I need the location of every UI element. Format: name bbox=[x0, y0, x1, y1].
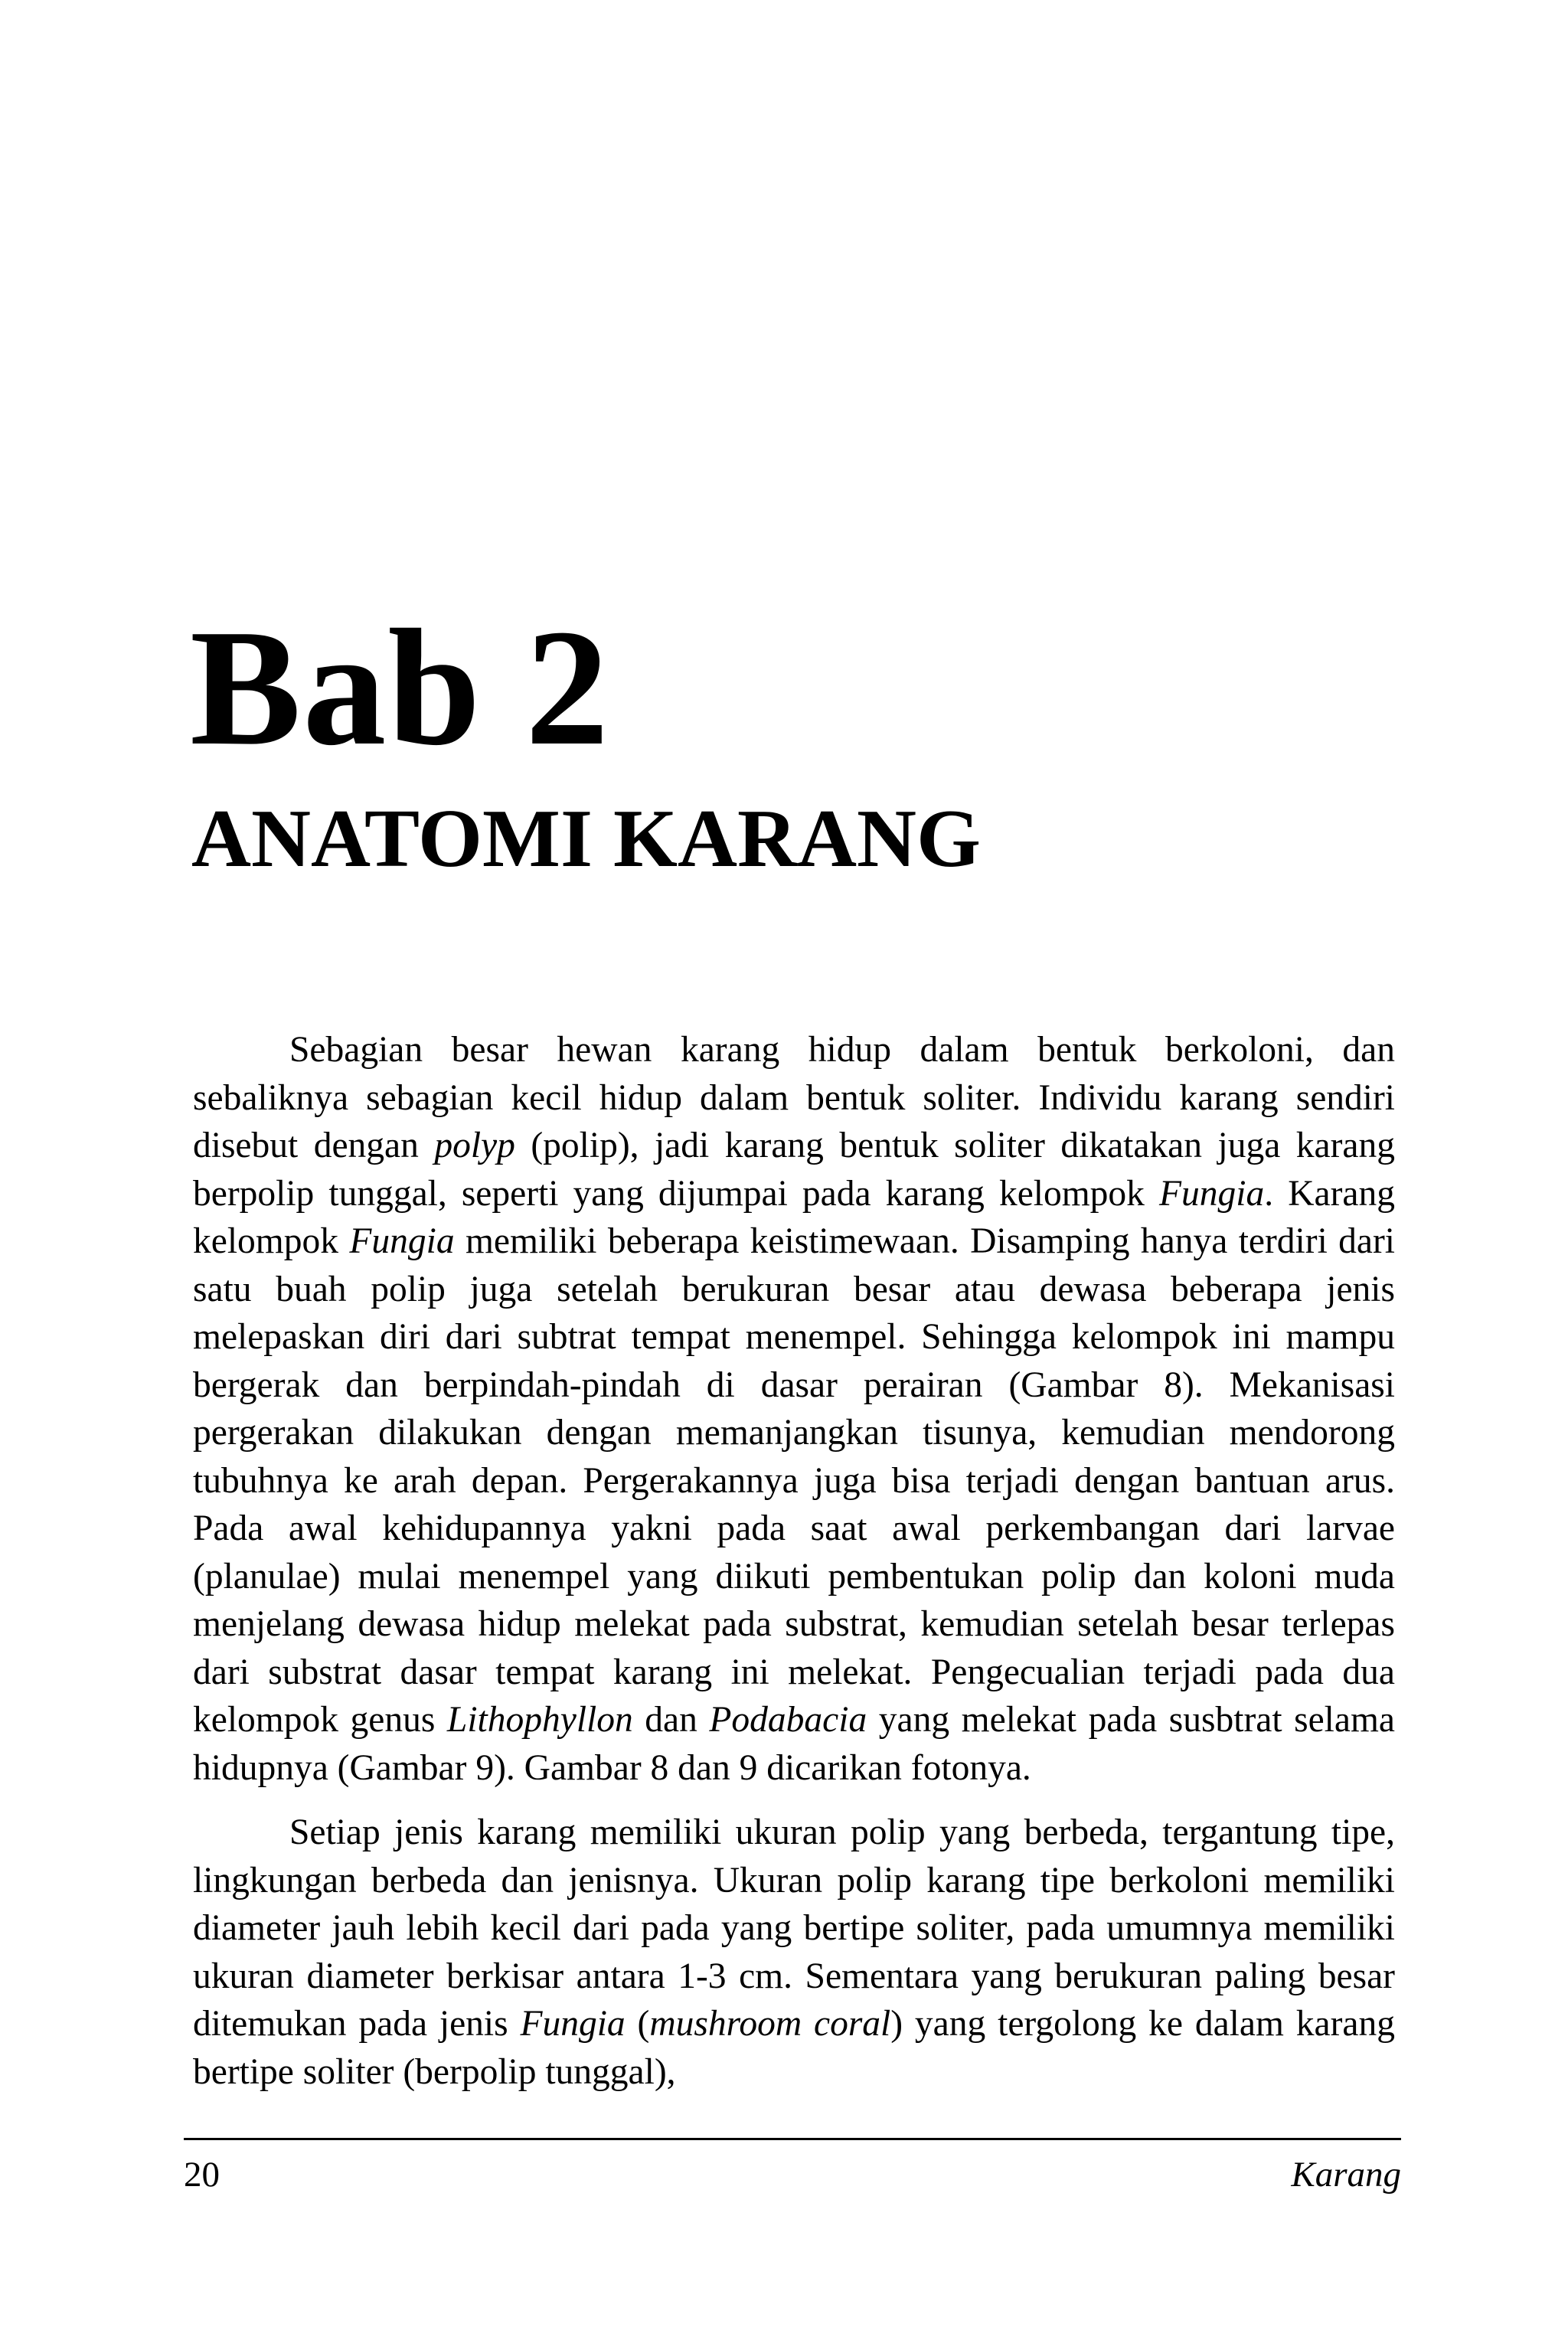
italic-term: Fungia bbox=[520, 2004, 626, 2044]
text-run: . Karang kelompok bbox=[193, 1173, 1395, 1261]
italic-term: Podabacia bbox=[709, 1700, 867, 1740]
body-text bbox=[193, 1026, 1395, 2113]
italic-term: Fungia bbox=[349, 1221, 455, 1261]
text-run: yang melekat pada susbtrat selama hidupnya (Gambar 9). Gambar 8 dan 9 dicarikan fotonya. bbox=[193, 1700, 1395, 1788]
text-run: dan bbox=[632, 1700, 710, 1740]
text-run: Setiap jenis karang memiliki ukuran polip yang berbeda, tergantung tipe, lingkungan berbeda dan jenisnya. Ukuran polip karang tipe berkoloni memiliki diameter jauh lebih kecil dari pada yang bertipe soliter, pada umumnya memiliki ukuran diameter berkisar antara 1-3 cm. Sementara yang berukuran paling besar ditemukan pada jenis bbox=[193, 1812, 1395, 2044]
footer-rule bbox=[184, 2138, 1401, 2140]
text-run: memiliki beberapa keistimewaan. Disamping hanya terdiri dari satu buah polip juga setelah berukuran besar atau dewasa beberapa jenis melepaskan diri dari subtrat tempat menempel. Sehingga kelompok ini mampu bergerak dan berpindah-pindah di dasar perairan (Gambar 8). Mekanisasi pergerakan dilakukan dengan memanjangkan tisunya, kemudian mendorong tubuhnya ke arah depan. Pergerakannya juga bisa terjadi dengan bantuan arus. Pada awal kehidupannya yakni pada saat awal perkembangan dari larvae (planulae) mulai menempel yang diikuti pembentukan polip dan koloni muda menjelang dewasa hidup melekat pada substrat, kemudian setelah besar terlepas dari substrat dasar tempat karang ini melekat. Pengecualian terjadi pada dua kelompok genus bbox=[193, 1221, 1396, 1740]
chapter-number: Bab 2 bbox=[190, 596, 611, 780]
paragraph-1 bbox=[193, 1026, 1395, 1792]
italic-term: Lithophyllon bbox=[446, 1700, 633, 1740]
running-title: Karang bbox=[1291, 2155, 1401, 2195]
text-run: ( bbox=[625, 2004, 650, 2044]
text-run: (polip), jadi karang bentuk soliter dikatakan juga karang berpolip tunggal, seperti yang dijumpai pada karang kelompok bbox=[193, 1126, 1395, 1214]
chapter-title: ANATOMI KARANG bbox=[191, 793, 982, 884]
text-run: ) yang tergolong ke dalam karang bertipe soliter (berpolip tunggal), bbox=[193, 2004, 1395, 2092]
italic-term: Fungia bbox=[1159, 1173, 1265, 1214]
page-number: 20 bbox=[184, 2155, 220, 2195]
italic-term: mushroom coral bbox=[649, 2004, 891, 2044]
text-run: Sebagian besar hewan karang hidup dalam bentuk berkoloni, dan sebaliknya sebagian kecil hidup dalam bentuk soliter. Individu karang sendiri disebut dengan bbox=[193, 1030, 1395, 1165]
italic-term: polyp bbox=[434, 1126, 515, 1165]
paragraph-2 bbox=[193, 1809, 1395, 2096]
